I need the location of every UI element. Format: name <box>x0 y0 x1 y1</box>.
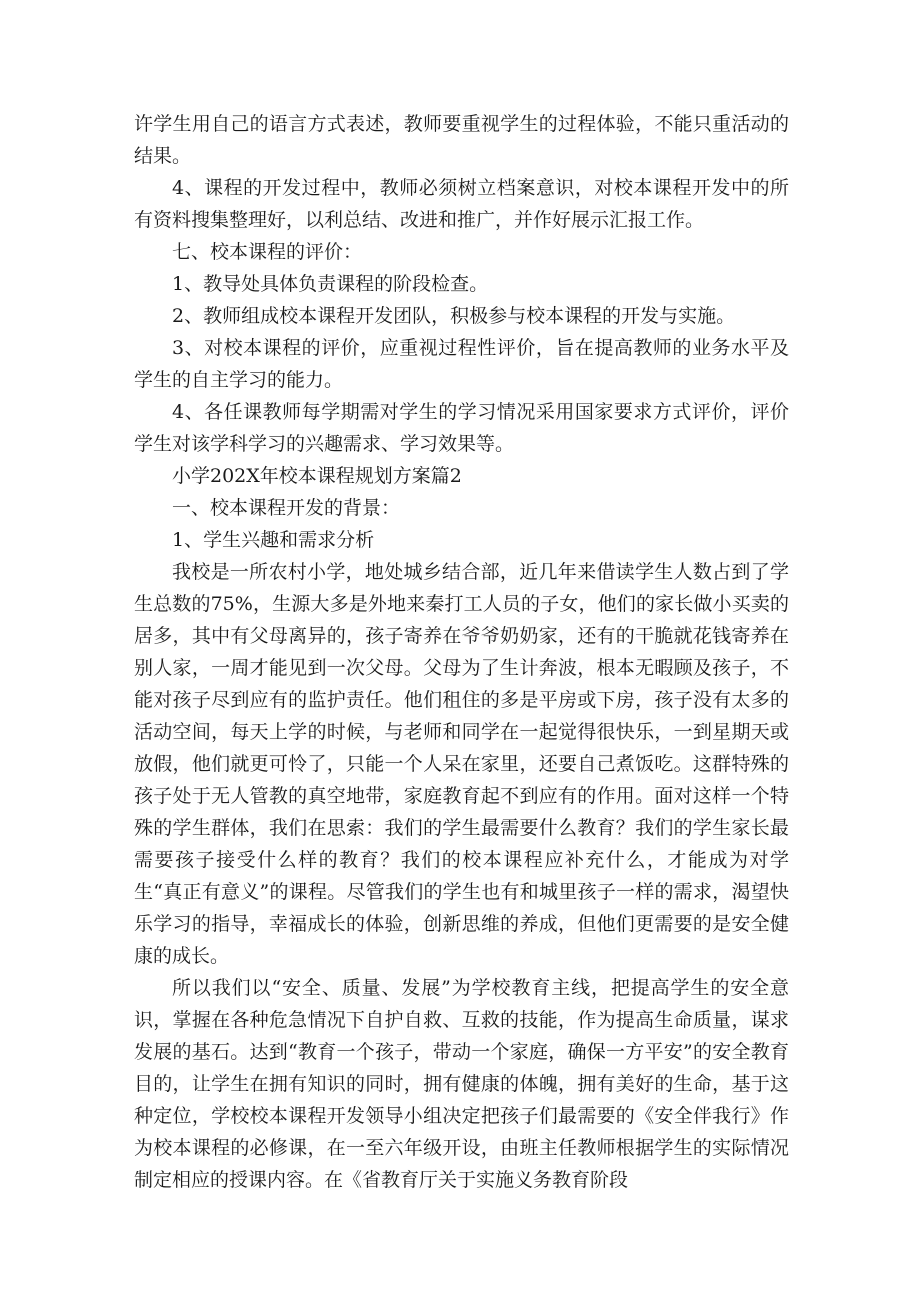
list-item: 4、各任课教师每学期需对学生的学习情况采用国家要求方式评价，评价学生对该学科学习的兴趣需求、学习效果等。 <box>134 401 789 455</box>
list-item: 1、教导处具体负责课程的阶段检查。 <box>172 273 489 295</box>
document-body <box>134 108 789 1196</box>
document-title: 小学202X年校本课程规划方案篇2 <box>172 465 462 487</box>
paragraph: 我校是一所农村小学，地处城乡结合部，近几年来借读学生人数占到了学生总数的75%，生源大多是外地来秦打工人员的子女，他们的家长做小买卖的居多，其中有父母离异的，孩子寄养在爷爷奶奶家，还有的干脆就花钱寄养在别人家，一周才能见到一次父母。父母为了生计奔波，根本无暇顾及孩子，不能对孩子尽到应有的监护责任。他们租住的多是平房或下房，孩子没有太多的活动空间，每天上学的时候，与老师和同学在一起觉得很快乐，一到星期天或放假，他们就更可怜了，只能一个人呆在家里，还要自己煮饭吃。这群特殊的孩子处于无人管教的真空地带，家庭教育起不到应有的作用。面对这样一个特殊的学生群体，我们在思索：我们的学生最需要什么教育？我们的学生家长最需要孩子接受什么样的教育？我们的校本课程应补充什么，才能成为对学生“真正有意义”的课程。尽管我们的学生也有和城里孩子一样的需求，渴望快乐学习的指导，幸福成长的体验，创新思维的养成，但他们更需要的是安全健康的成长。 <box>134 561 789 967</box>
list-item: 2、教师组成校本课程开发团队，积极参与校本课程的开发与实施。 <box>172 305 736 327</box>
section-heading: 一、校本课程开发的背景： <box>172 497 401 519</box>
section-heading: 七、校本课程的评价： <box>172 241 363 263</box>
list-item: 3、对校本课程的评价，应重视过程性评价，旨在提高教师的业务水平及学生的自主学习的能力。 <box>134 337 789 391</box>
paragraph: 许学生用自己的语言方式表述，教师要重视学生的过程体验，不能只重活动的结果。 <box>134 113 789 167</box>
paragraph: 4、课程的开发过程中，教师必须树立档案意识，对校本课程开发中的所有资料搜集整理好，以利总结、改进和推广，并作好展示汇报工作。 <box>134 177 789 231</box>
subsection-heading: 1、学生兴趣和需求分析 <box>172 529 375 551</box>
paragraph: 所以我们以“安全、质量、发展”为学校教育主线，把提高学生的安全意识，掌握在各种危急情况下自护自救、互救的技能，作为提高生命质量，谋求发展的基石。达到“教育一个孩子，带动一个家庭，确保一方平安”的安全教育目的，让学生在拥有知识的同时，拥有健康的体魄，拥有美好的生命，基于这种定位，学校校本课程开发领导小组决定把孩子们最需要的《安全伴我行》作为校本课程的必修课，在一至六年级开设，由班主任教师根据学生的实际情况制定相应的授课内容。在《省教育厅关于实施义务教育阶段 <box>134 977 789 1191</box>
